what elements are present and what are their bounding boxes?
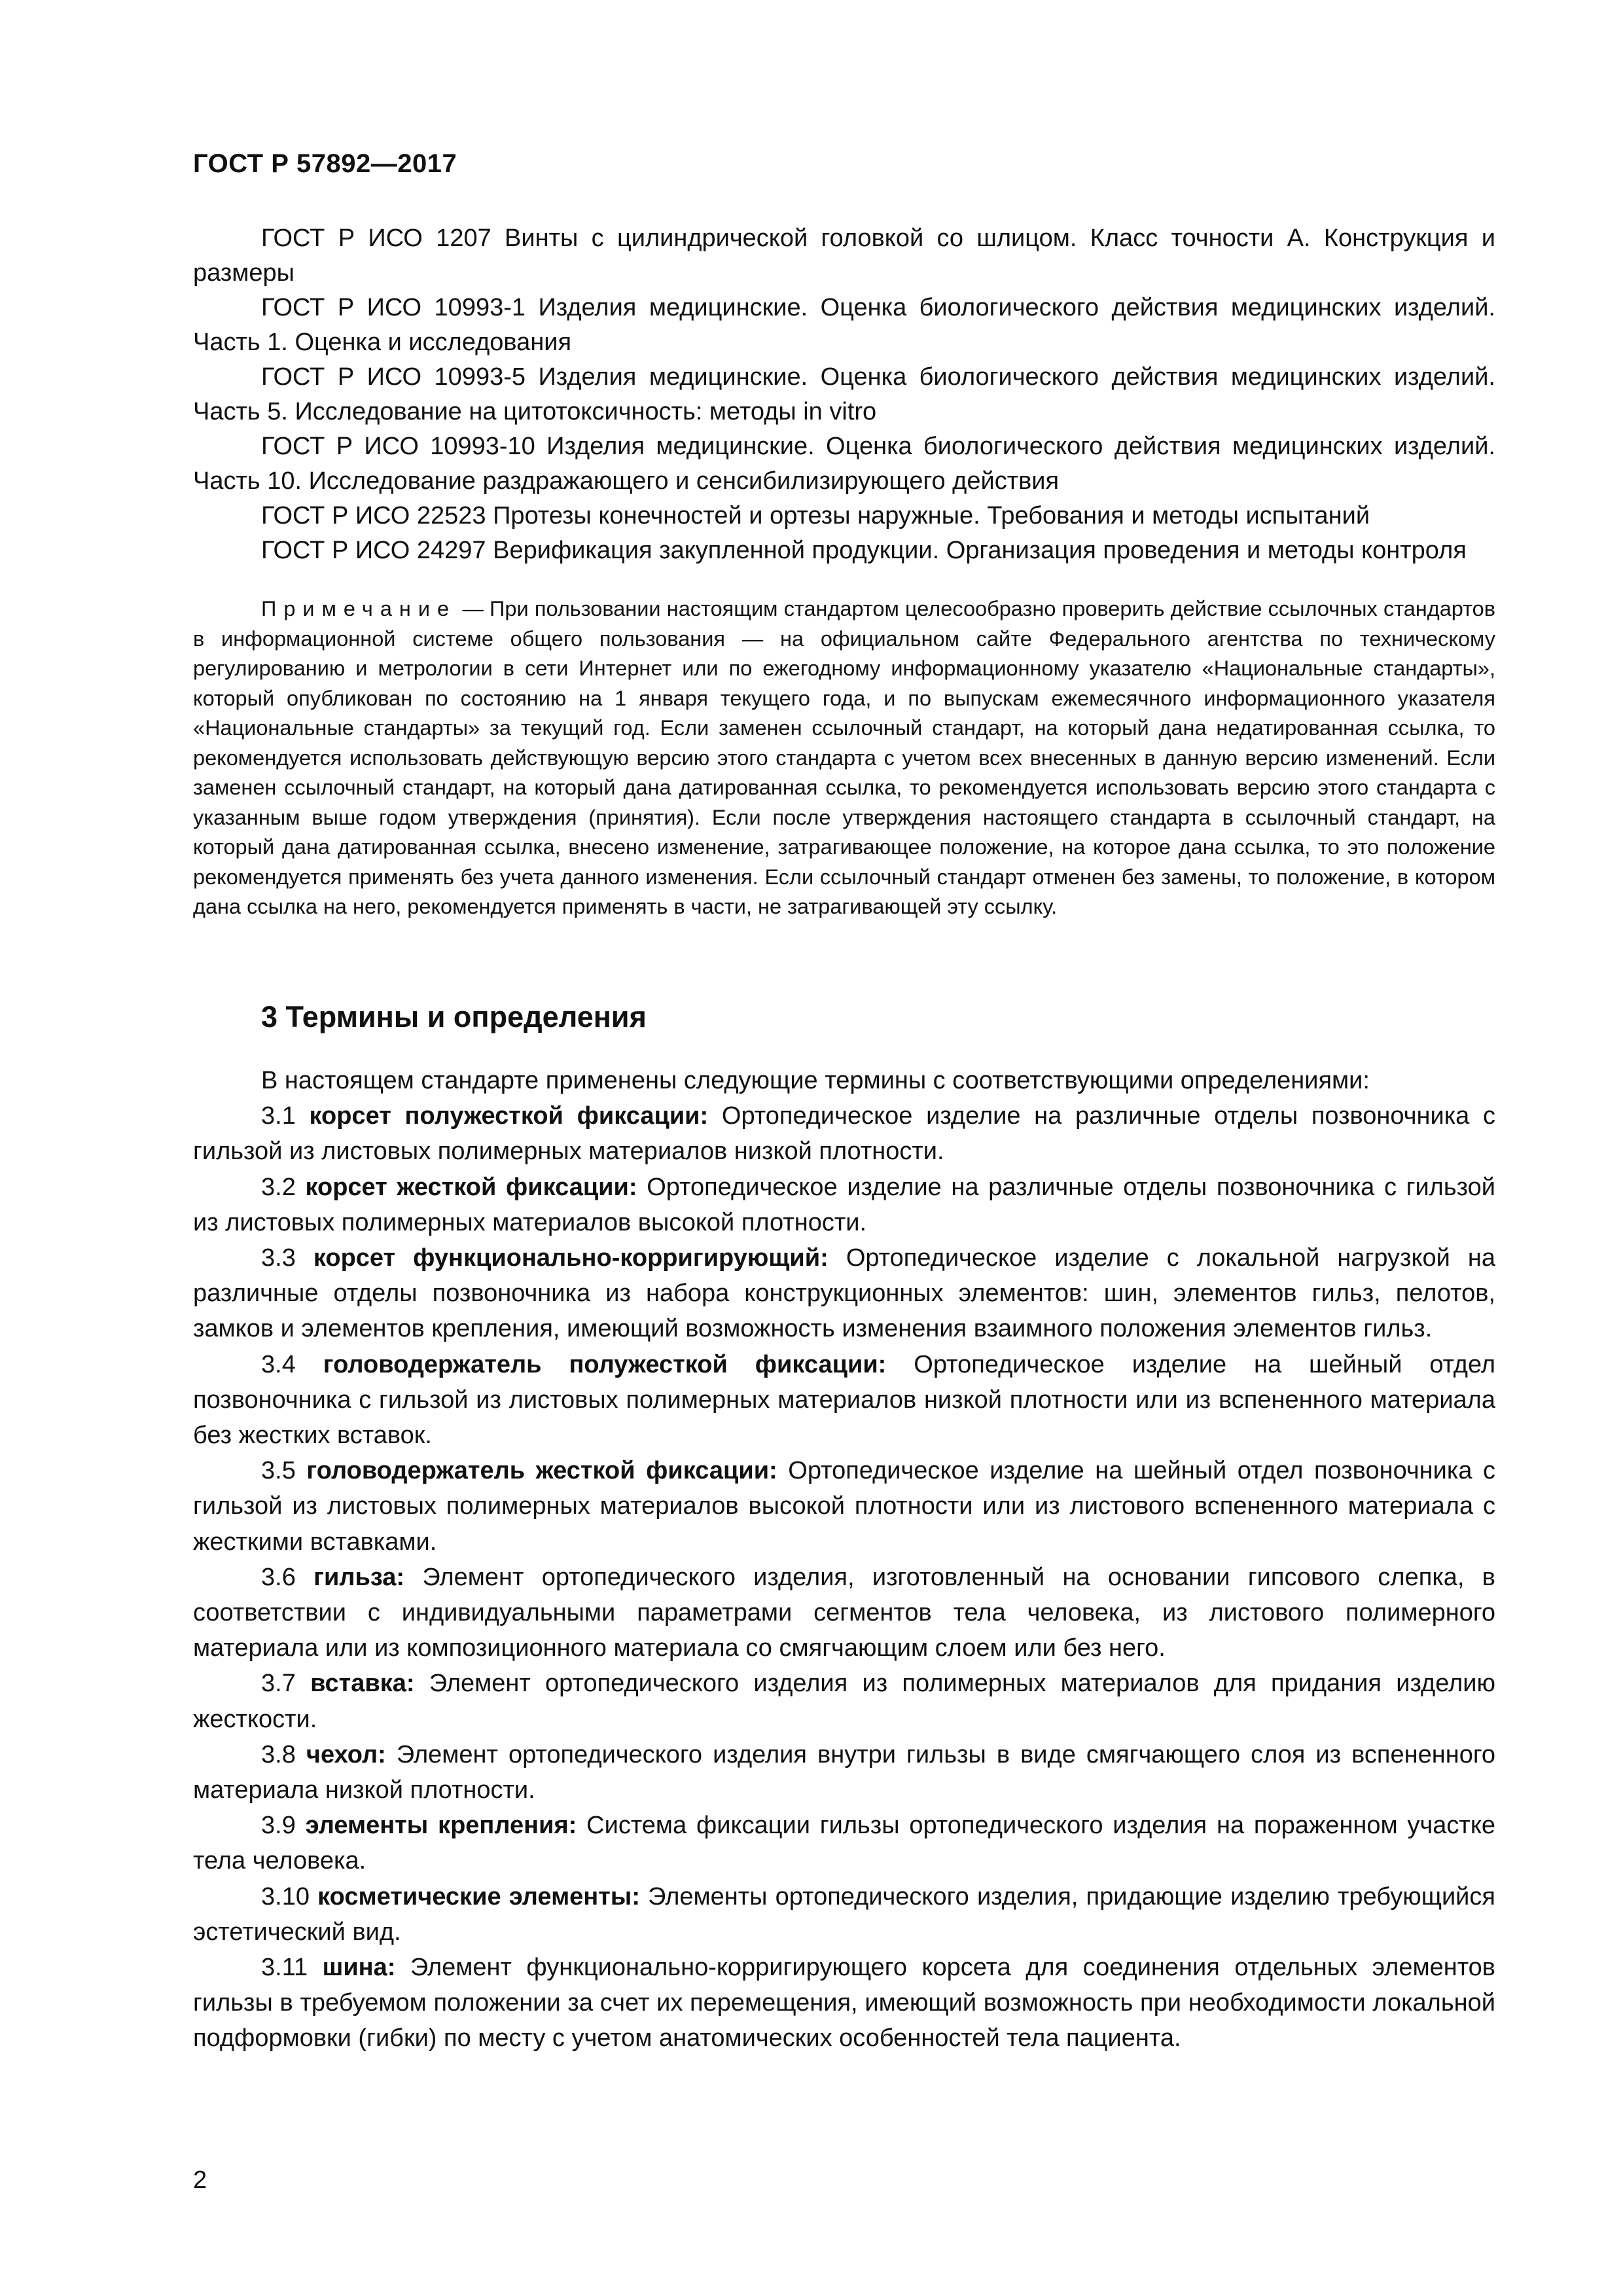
term-definition: Элементы ортопедического изделия, придающие изделию требующийся эстетический вид.: [193, 1882, 1495, 1946]
reference-item: ГОСТ Р ИСО 24297 Верификация закупленной продукции. Организация проведения и методы контроля: [261, 537, 1467, 564]
term-number: 3.1: [261, 1102, 296, 1130]
term-number: 3.6: [261, 1563, 296, 1591]
term-item: [193, 1560, 1495, 1666]
term-name: корсет функционально-корригирующий:: [313, 1244, 829, 1272]
term-name: гильза:: [313, 1563, 405, 1591]
page-number: 2: [193, 2166, 207, 2194]
term-number: 3.8: [261, 1740, 296, 1768]
term-item: [193, 1170, 1495, 1240]
term-name: косметические элементы:: [317, 1882, 640, 1910]
term-number: 3.4: [261, 1350, 296, 1378]
reference-item: ГОСТ Р ИСО 22523 Протезы конечностей и ортезы наружные. Требования и методы испытаний: [261, 502, 1370, 529]
term-name: чехол:: [306, 1740, 386, 1768]
term-item: [193, 1453, 1495, 1560]
normative-references-list: [193, 221, 1495, 568]
term-number: 3.7: [261, 1670, 296, 1698]
term-number: 3.5: [261, 1457, 296, 1485]
note-block: [193, 594, 1495, 922]
term-definition: Элемент функционально-корригирующего корсета для соединения отдельных элементов гильзы в требуемом положении за счет их перемещения, имеющий возможность при необходимости локальной подформовки (гибки) по месту с учетом анатомических особенностей тела пациента.: [193, 1954, 1495, 2053]
note-text: — При пользовании настоящим стандартом целесообразно проверить действие ссылочных стандартов в информационной системе общего пользования — на официальном сайте Федерального агентства по техническому регулированию и метрологии в сети Интернет или по ежегодному информационному указателю «Национальные стандарты», который опубликован по состоянию на 1 января текущего года, и по выпускам ежемесячного информационного указателя «Национальные стандарты» за текущий год. Если заменен ссылочный стандарт, на который дана недатированная ссылка, то рекомендуется использовать действующую версию этого стандарта с учетом всех внесенных в данную версию изменений. Если заменен ссылочный стандарт, на который дана датированная ссылка, то рекомендуется использовать версию этого стандарта с указанным выше годом утверждения (принятия). Если после утверждения настоящего стандарта в ссылочный стандарт, на который дана датированная ссылка, внесено изменение, затрагивающее положение, на которое дана ссылка, то это положение рекомендуется применять без учета данного изменения. Если ссылочный стандарт отменен без замены, то положение, в котором дана ссылка на него, рекомендуется применять в части, не затрагивающей эту ссылку.: [193, 597, 1495, 918]
term-item: [193, 1737, 1495, 1808]
term-definition: Ортопедическое изделие на различные отделы позвоночника с гильзой из листовых полимерных материалов высокой плотности.: [193, 1173, 1495, 1236]
term-item: [193, 1808, 1495, 1878]
term-number: 3.11: [261, 1954, 308, 1982]
terms-list: [193, 1063, 1495, 2056]
term-item: [193, 1950, 1495, 2056]
term-definition: Система фиксации гильзы ортопедического изделия на пораженном участке тела человека.: [193, 1812, 1496, 1875]
note-paragraph: [193, 594, 1495, 922]
term-number: 3.9: [261, 1812, 296, 1840]
term-item: [193, 1098, 1495, 1169]
term-name: корсет полужесткой фиксации:: [309, 1102, 709, 1130]
term-definition: Ортопедическое изделие на различные отделы позвоночника с гильзой из листовых полимерных материалов низкой плотности.: [193, 1102, 1496, 1166]
term-item: [193, 1666, 1495, 1736]
reference-item: ГОСТ Р ИСО 1207 Винты с цилиндрической головкой со шлицом. Класс точности А. Конструкция и размеры: [193, 224, 1495, 287]
term-name: вставка:: [310, 1670, 415, 1698]
term-name: головодержатель жесткой фиксации:: [306, 1457, 777, 1485]
term-name: элементы крепления:: [305, 1812, 577, 1840]
term-item: [193, 1240, 1495, 1347]
term-name: головодержатель полужесткой фиксации:: [323, 1350, 887, 1378]
term-definition: Ортопедическое изделие на шейный отдел позвоночника с гильзой из листовых полимерных материалов высокой плотности или из листового вспененного материала с жесткими вставками.: [193, 1457, 1496, 1556]
term-number: 3.10: [261, 1882, 310, 1910]
reference-item: ГОСТ Р ИСО 10993-1 Изделия медицинские. Оценка биологического действия медицинских изделий. Часть 1. Оценка и исследования: [193, 294, 1495, 356]
term-definition: Элемент ортопедического изделия внутри гильзы в виде смягчающего слоя из вспененного материала низкой плотности.: [193, 1740, 1495, 1804]
term-definition: Элемент ортопедического изделия, изготовленный на основании гипсового слепка, в соответствии с индивидуальными параметрами сегментов тела человека, из листового полимерного материала или из композиционного материала со смягчающим слоем или без него.: [193, 1563, 1495, 1662]
section-title: 3 Термины и определения: [261, 1000, 647, 1033]
section-intro: В настоящем стандарте применены следующие термины с соответствующими определениями:: [261, 1067, 1370, 1094]
note-label: Примечание: [261, 597, 457, 620]
reference-item: ГОСТ Р ИСО 10993-5 Изделия медицинские. Оценка биологического действия медицинских изделий. Часть 5. Исследование на цитотоксичность: методы in vitro: [193, 363, 1495, 425]
term-definition: Ортопедическое изделие с локальной нагрузкой на различные отделы позвоночника из набора конструкционных элементов: шин, элементов гильз, пелотов, замков и элементов крепления, имеющий возможность изменения взаимного положения элементов гильз.: [193, 1244, 1495, 1343]
term-number: 3.2: [261, 1173, 296, 1201]
term-item: [193, 1879, 1495, 1950]
term-name: корсет жесткой фиксации:: [305, 1173, 637, 1201]
term-definition: Элемент ортопедического изделия из полимерных материалов для придания изделию жесткости.: [193, 1670, 1495, 1733]
term-number: 3.3: [261, 1244, 296, 1272]
term-name: шина:: [322, 1954, 396, 1982]
document-code-header: ГОСТ Р 57892—2017: [193, 149, 457, 178]
term-item: [193, 1347, 1495, 1454]
reference-item: ГОСТ Р ИСО 10993-10 Изделия медицинские. Оценка биологического действия медицинских изделий. Часть 10. Исследование раздражающего и сенсибилизирующего действия: [193, 433, 1495, 495]
term-definition: Ортопедическое изделие на шейный отдел позвоночника с гильзой из листовых полимерных материалов низкой плотности или из вспененного материала без жестких вставок.: [193, 1350, 1496, 1450]
